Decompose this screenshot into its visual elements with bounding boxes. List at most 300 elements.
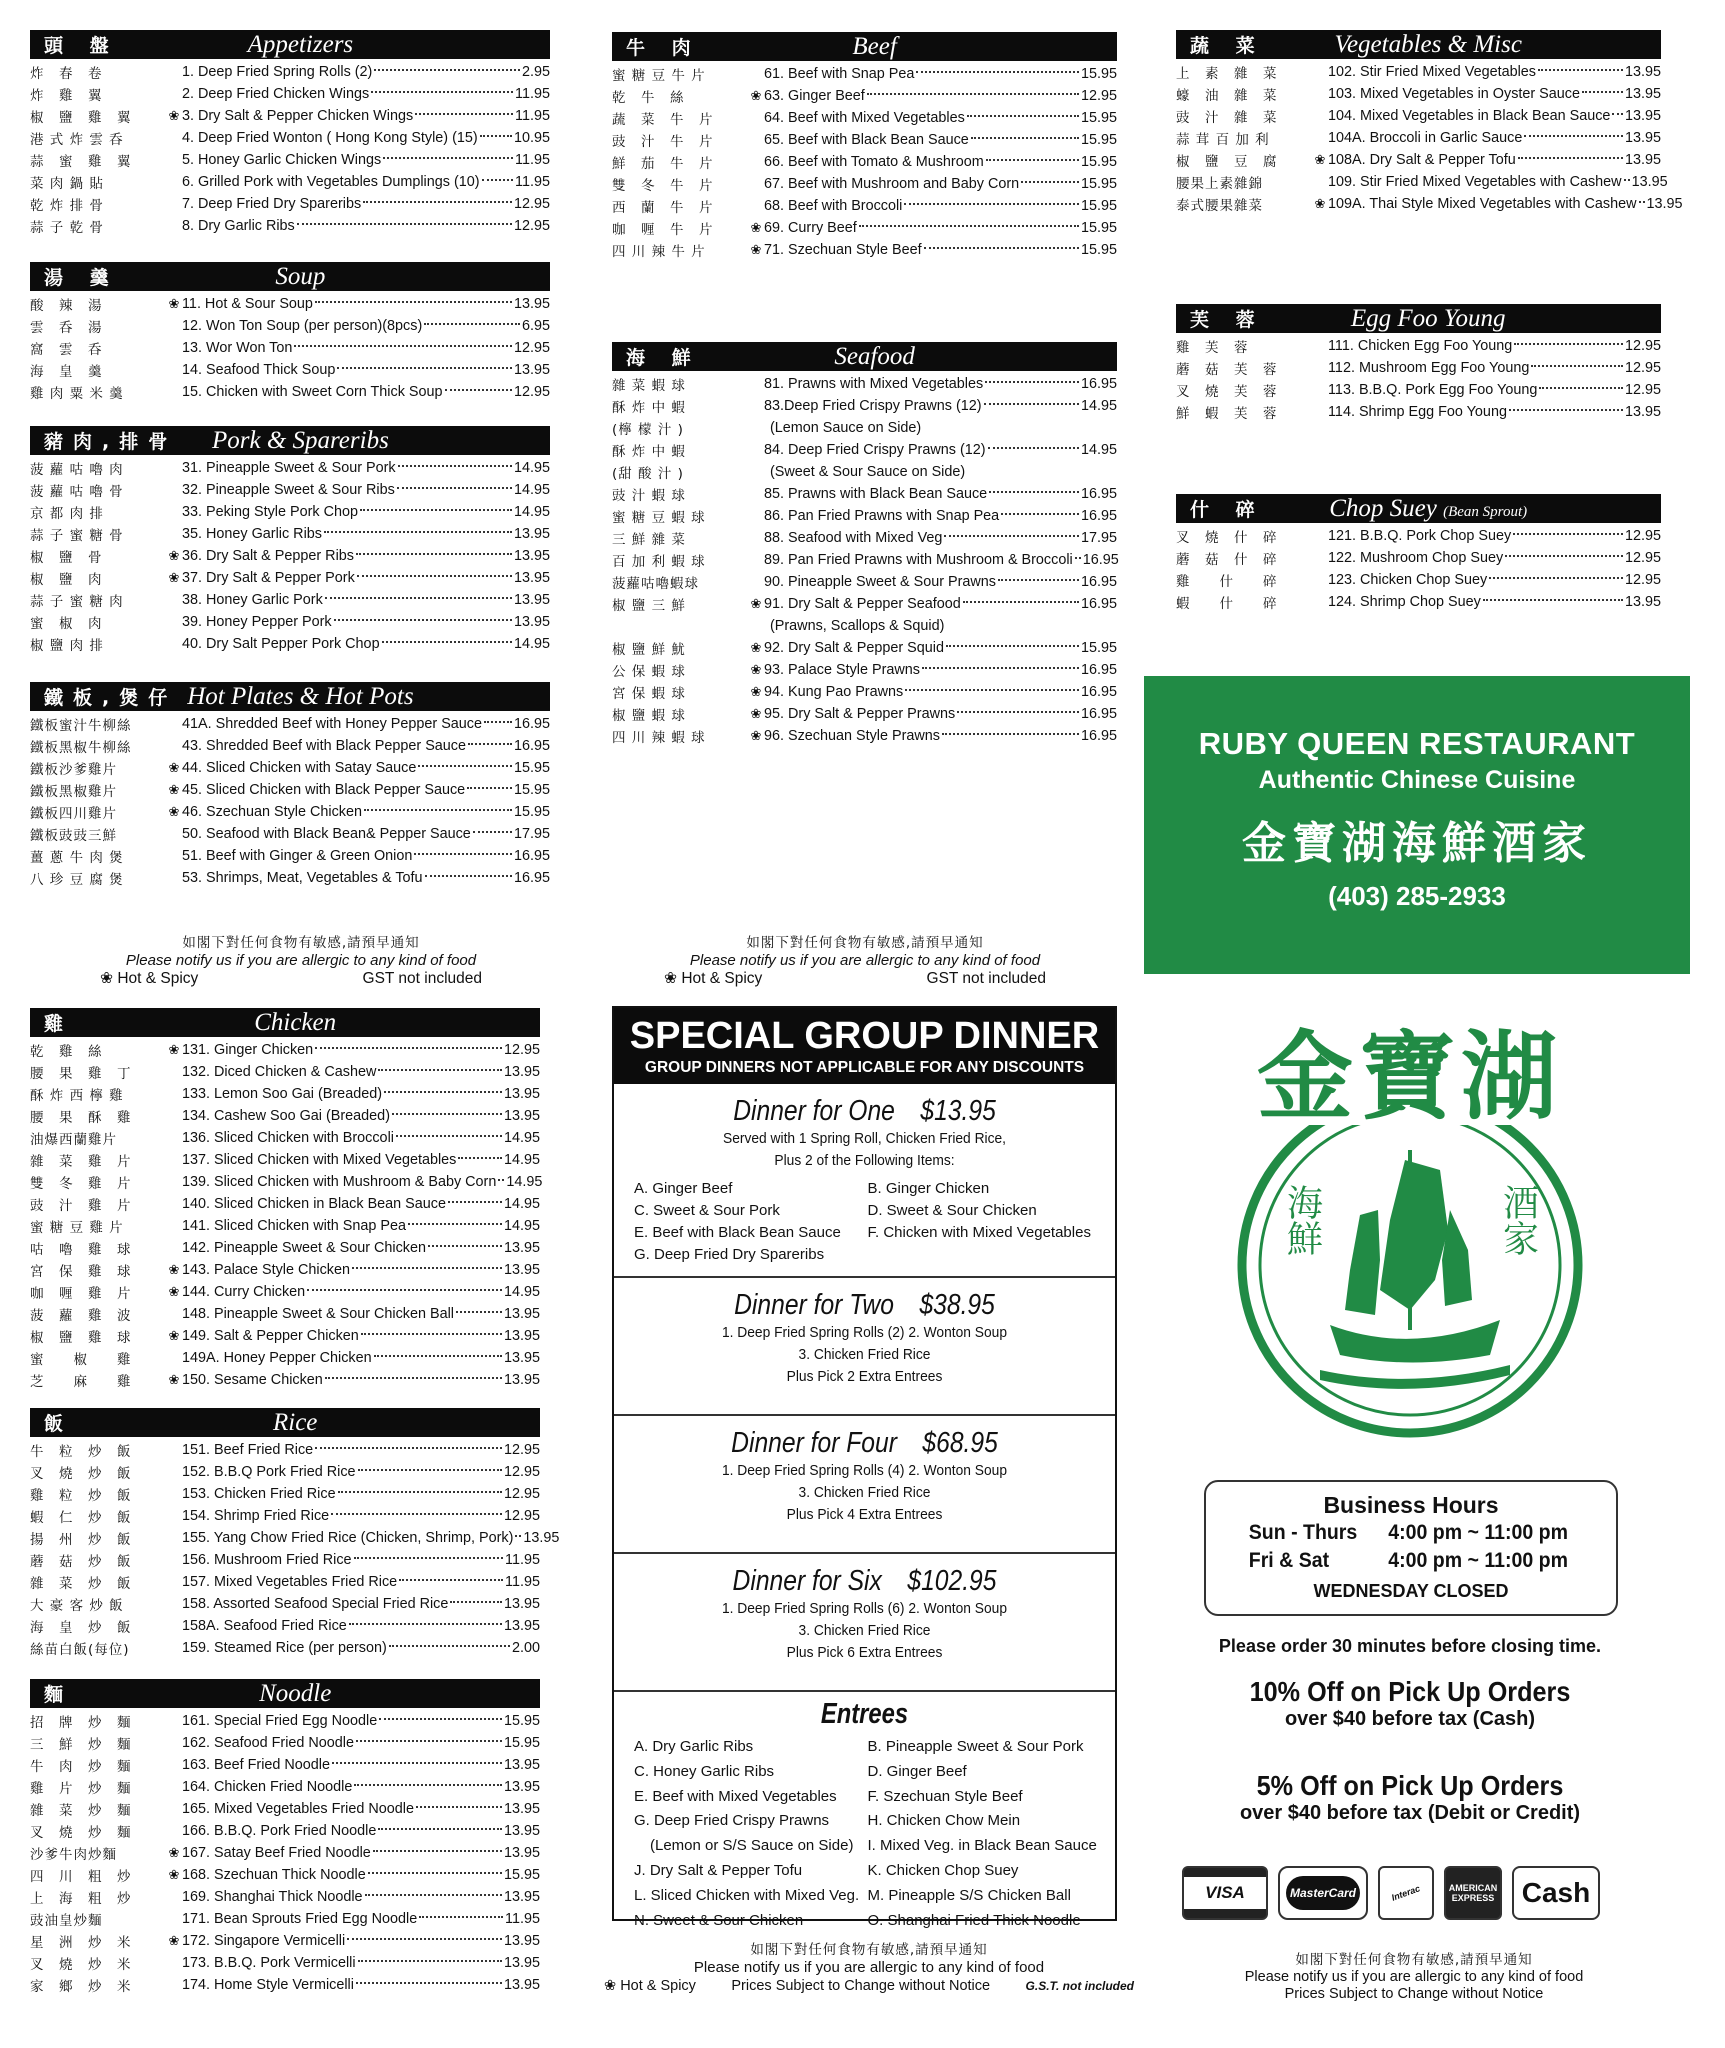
menu-item-price: 13.95 xyxy=(503,1757,540,1773)
menu-item-price: 16.95 xyxy=(513,716,550,732)
leader-dots xyxy=(924,247,1079,249)
spicy-icon: ❀ xyxy=(750,88,762,103)
leader-dots xyxy=(354,1557,503,1559)
menu-item-cn: 雞 粒 炒 飯 xyxy=(30,1488,132,1504)
leader-dots xyxy=(397,487,512,489)
menu-item xyxy=(612,659,1117,681)
leader-dots xyxy=(963,601,1079,603)
restaurant-tagline: Authentic Chinese Cuisine xyxy=(1258,766,1576,794)
menu-item xyxy=(30,589,550,611)
spicy-icon: ❀ xyxy=(168,108,180,123)
gst-note: GST not included xyxy=(926,970,1046,987)
menu-item-name: 154. Shrimp Fried Rice xyxy=(182,1508,330,1524)
menu-item-name: 40. Dry Salt Pepper Pork Chop xyxy=(182,636,380,652)
leader-dots xyxy=(971,137,1079,139)
spicy-icon: ❀ xyxy=(168,782,180,797)
menu-item xyxy=(30,359,550,381)
leader-dots xyxy=(946,645,1079,647)
menu-item-cn: 雞 片 炒 麵 xyxy=(30,1781,132,1797)
spicy-icon: ❀ xyxy=(168,1372,180,1387)
menu-item-name: 103. Mixed Vegetables in Oyster Sauce xyxy=(1328,86,1580,102)
menu-item-cn: 鐵板四川雞片 xyxy=(30,806,117,822)
menu-item xyxy=(30,149,550,171)
section-title-en xyxy=(273,1409,317,1437)
menu-item-name: 133. Lemon Soo Gai (Breaded) xyxy=(182,1086,382,1102)
menu-item-name: 84. Deep Fried Crispy Prawns (12) xyxy=(764,442,986,458)
dinner-title xyxy=(652,1554,1078,1598)
menu-item-name: 39. Honey Pepper Pork xyxy=(182,614,332,630)
menu-item-price: 16.95 xyxy=(1080,486,1117,502)
menu-item-name: 132. Diced Chicken & Cashew xyxy=(182,1064,377,1080)
menu-item xyxy=(612,703,1117,725)
spicy-icon: ❀ xyxy=(168,570,180,585)
menu-item-price: 13.95 xyxy=(503,1372,540,1388)
menu-item-name: 36. Dry Salt & Pepper Ribs xyxy=(182,548,354,564)
dinner-price: $68.95 xyxy=(922,1427,998,1459)
section-title-en-text: Rice xyxy=(272,1408,318,1436)
menu-item xyxy=(612,107,1117,129)
leader-dots xyxy=(1538,69,1623,71)
leader-dots xyxy=(988,447,1079,449)
leader-dots xyxy=(424,323,520,325)
leader-dots xyxy=(480,135,512,137)
menu-item xyxy=(1176,525,1661,547)
menu-item xyxy=(612,549,1117,571)
menu-item-cn: 蔬 菜 牛 片 xyxy=(612,112,714,128)
section-title-en xyxy=(212,427,389,455)
menu-item-cn: 牛 肉 炒 麵 xyxy=(30,1759,132,1775)
menu-item-cn: 蝦 仁 炒 飯 xyxy=(30,1510,132,1526)
menu-item-name: 142. Pineapple Sweet & Sour Chicken xyxy=(182,1240,426,1256)
menu-item xyxy=(30,337,550,359)
menu-item-cn: 四 川 辣 蝦 球 xyxy=(612,730,706,746)
menu-item xyxy=(30,215,550,237)
menu-item xyxy=(30,1886,540,1908)
spicy-icon: ❀ xyxy=(1314,196,1326,211)
menu-item xyxy=(30,1776,540,1798)
menu-item-name: 143. Palace Style Chicken xyxy=(182,1262,350,1278)
hot-spicy-legend xyxy=(604,1977,696,1995)
dinner-option: F. Chicken with Mixed Vegetables xyxy=(867,1224,1091,1241)
menu-item xyxy=(1176,127,1661,149)
leader-dots xyxy=(967,115,1079,117)
spicy-icon: ❀ xyxy=(750,640,762,655)
menu-item-cn: 鐵板黑椒雞片 xyxy=(30,784,117,800)
menu-item-cn: 咖 喱 雞 片 xyxy=(30,1286,132,1302)
menu-item xyxy=(30,779,550,801)
menu-item xyxy=(30,1930,540,1952)
menu-item-cn: 菠蘿咕嚕蝦球 xyxy=(612,576,699,592)
menu-item-price: 11.95 xyxy=(515,108,550,124)
menu-item-name: 50. Seafood with Black Bean& Pepper Sauce xyxy=(182,826,471,842)
leader-dots xyxy=(942,733,1079,735)
amex-label: AMERICAN EXPRESS xyxy=(1448,1883,1498,1903)
section-chopsuey xyxy=(1176,494,1661,613)
menu-item xyxy=(30,127,550,149)
menu-item-price: 13.95 xyxy=(513,362,550,378)
leader-dots xyxy=(1505,555,1623,557)
logo-text-left: 海鮮 xyxy=(1281,1184,1323,1256)
menu-item-name: 164. Chicken Fried Noodle xyxy=(182,1779,353,1795)
menu-item-price: 11.95 xyxy=(515,152,550,168)
menu-item-cn: 菜 肉 鍋 貼 xyxy=(30,176,104,192)
entree-option: C. Honey Garlic Ribs xyxy=(634,1762,775,1780)
menu-item-name: 95. Dry Salt & Pepper Prawns xyxy=(764,706,956,722)
menu-item-name: 102. Stir Fried Mixed Vegetables xyxy=(1328,64,1536,80)
menu-item-cn: 椒 鹽 肉 xyxy=(30,572,103,588)
spicy-icon: ❀ xyxy=(168,296,180,311)
leader-dots xyxy=(484,721,512,723)
menu-item-price: 11.95 xyxy=(515,86,550,102)
menu-item-name: 141. Sliced Chicken with Snap Pea xyxy=(182,1218,406,1234)
menu-item xyxy=(30,293,550,315)
section-title-en xyxy=(254,1009,336,1037)
business-hours xyxy=(1204,1480,1618,1616)
leader-dots xyxy=(1612,113,1623,115)
menu-item-cn: 菠 蘿 咕 嚕 骨 xyxy=(30,484,124,500)
menu-item-cn: 菠 蘿 雞 波 xyxy=(30,1308,132,1324)
entree-option: J. Dry Salt & Pepper Tofu xyxy=(634,1861,803,1879)
entree-option: O. Shanghai Fried Thick Noodle xyxy=(867,1911,1081,1929)
allergy-note-cn: 如閣下對任何食物有敏感,請預早通知 xyxy=(750,1942,988,1958)
menu-item-cn: 揚 州 炒 飯 xyxy=(30,1532,132,1548)
menu-item-price: 15.95 xyxy=(1080,198,1117,214)
hours-days: Sun - Thurs xyxy=(1248,1521,1358,1544)
dinner-option: E. Beef with Black Bean Sauce xyxy=(634,1224,841,1241)
menu-items xyxy=(30,1710,540,1996)
menu-item-name: 136. Sliced Chicken with Broccoli xyxy=(182,1130,394,1146)
menu-item xyxy=(30,1193,540,1215)
menu-item-price: 13.95 xyxy=(1646,196,1683,212)
menu-item-cn: 招 牌 炒 麵 xyxy=(30,1715,132,1731)
section-title-en-text: Egg Foo Young xyxy=(1350,304,1506,332)
mastercard-label: MasterCard xyxy=(1286,1876,1360,1910)
menu-item-price: 14.95 xyxy=(1080,398,1117,414)
menu-item-cn: 雜 菜 雞 片 xyxy=(30,1154,132,1170)
menu-item-price: 13.95 xyxy=(1624,404,1661,420)
entree-option: A. Dry Garlic Ribs xyxy=(634,1738,754,1755)
menu-item-cn: 蒜 子 蜜 糖 肉 xyxy=(30,594,124,610)
promo-cash-sub: over $40 before tax (Cash) xyxy=(1284,1708,1536,1730)
menu-item xyxy=(30,1820,540,1842)
menu-item xyxy=(30,1149,540,1171)
menu-item-name: 172. Singapore Vermicelli xyxy=(182,1933,346,1949)
menu-item xyxy=(30,545,550,567)
leader-dots xyxy=(905,689,1079,691)
spicy-icon: ❀ xyxy=(750,728,762,743)
menu-item-cn: 鐵板黑椒牛柳絲 xyxy=(30,740,132,756)
menu-item-cn: 菠 蘿 咕 嚕 肉 xyxy=(30,462,124,478)
menu-item-price: 14.95 xyxy=(513,504,550,520)
leader-dots xyxy=(389,1645,510,1647)
menu-item-cn: 酥 炸 中 蝦 xyxy=(612,444,686,460)
menu-item xyxy=(30,501,550,523)
menu-item-price: 12.95 xyxy=(1624,572,1661,588)
dinner-price: $38.95 xyxy=(919,1289,995,1321)
menu-item-price: 15.95 xyxy=(503,1713,540,1729)
section-vegetables xyxy=(1176,30,1683,215)
menu-item-price: 12.95 xyxy=(503,1508,540,1524)
menu-item-name: 93. Palace Style Prawns xyxy=(764,662,920,678)
section-title-en xyxy=(1351,305,1506,333)
menu-item-price: 13.95 xyxy=(503,1306,540,1322)
spicy-icon: ❀ xyxy=(168,1328,180,1343)
section-title-en-text: Chop Suey xyxy=(1329,494,1437,522)
entree-option: E. Beef with Mixed Vegetables xyxy=(634,1787,837,1805)
leader-dots xyxy=(859,225,1079,227)
leader-dots xyxy=(1539,387,1623,389)
menu-item-name: 158A. Seafood Fried Rice xyxy=(182,1618,347,1634)
menu-item xyxy=(30,1593,540,1615)
hot-spicy-legend xyxy=(664,970,762,988)
leader-dots xyxy=(445,389,512,391)
menu-item-cn: 椒 鹽 肉 排 xyxy=(30,638,104,654)
leader-dots xyxy=(468,743,512,745)
section-title-cn: 湯 羹 xyxy=(44,267,119,289)
menu-item-name: 51. Beef with Ginger & Green Onion xyxy=(182,848,413,864)
menu-item-price: 16.95 xyxy=(513,848,550,864)
menu-item-cn: 椒 鹽 鮮 魷 xyxy=(612,642,686,658)
spicy-icon: ❀ xyxy=(168,548,180,563)
menu-item-cn: 四 川 粗 炒 xyxy=(30,1869,132,1885)
gst-note-small: G.S.T. not included xyxy=(1025,1979,1134,1993)
leader-dots xyxy=(1489,577,1623,579)
section-title-cn: 蔬 菜 xyxy=(1190,35,1265,57)
section-rice xyxy=(30,1408,560,1659)
menu-item-cn: 蒜 茸 百 加 利 xyxy=(1176,132,1270,148)
menu-item xyxy=(30,1039,540,1061)
menu-item-cn: 腰 果 酥 雞 xyxy=(30,1110,132,1126)
leader-dots xyxy=(515,1535,521,1537)
menu-item-name: 167. Satay Beef Fried Noodle xyxy=(182,1845,371,1861)
menu-item xyxy=(30,1549,540,1571)
section-hotplates xyxy=(30,682,550,889)
menu-items xyxy=(612,373,1117,747)
menu-item-cn: 椒 鹽 豆 腐 xyxy=(1176,154,1278,170)
spicy-icon: ❀ xyxy=(100,970,113,987)
menu-item-name: 94. Kung Pao Prawns xyxy=(764,684,904,700)
menu-items xyxy=(30,1039,543,1391)
menu-items xyxy=(1176,61,1683,215)
menu-item-name: 68. Beef with Broccoli xyxy=(764,198,903,214)
menu-item-name: 4. Deep Fried Wonton ( Hong Kong Style) (15) xyxy=(182,130,478,146)
menu-item-cn: 蒜 子 乾 骨 xyxy=(30,220,104,236)
menu-item xyxy=(30,83,550,105)
menu-item-cn: 鐵板蜜汁牛柳絲 xyxy=(30,718,132,734)
menu-item-price: 13.95 xyxy=(503,1328,540,1344)
leader-dots xyxy=(957,711,1079,713)
order-note: Please order 30 minutes before closing time. xyxy=(1218,1636,1602,1656)
spicy-icon: ❀ xyxy=(750,242,762,257)
menu-item-price: 14.95 xyxy=(1080,442,1117,458)
promo-card-sub: over $40 before tax (Debit or Credit) xyxy=(1239,1802,1581,1824)
section-header xyxy=(1176,304,1661,333)
menu-item-name: (Sweet & Sour Sauce on Side) xyxy=(770,464,966,480)
menu-item xyxy=(612,373,1117,395)
menu-item-name: 131. Ginger Chicken xyxy=(182,1042,314,1058)
menu-item xyxy=(1176,401,1661,423)
section-title-en xyxy=(1334,31,1521,59)
menu-item xyxy=(612,505,1117,527)
menu-item xyxy=(612,417,1117,439)
leader-dots xyxy=(419,1916,503,1918)
leader-dots xyxy=(989,491,1079,493)
leader-dots xyxy=(338,1491,502,1493)
menu-item-name: 169. Shanghai Thick Noodle xyxy=(182,1889,363,1905)
menu-item xyxy=(1176,547,1661,569)
section-header xyxy=(30,262,550,291)
menu-item xyxy=(30,1952,540,1974)
menu-item-price: 13.95 xyxy=(1631,174,1668,190)
menu-item-name: 104. Mixed Vegetables in Black Bean Sauce xyxy=(1328,108,1611,124)
leader-dots xyxy=(361,1333,502,1335)
menu-item xyxy=(30,1461,540,1483)
allergy-note-cn: 如閣下對任何食物有敏感,請預早通知 xyxy=(182,935,420,951)
menu-item-cn: 酸 辣 湯 xyxy=(30,298,103,314)
menu-item xyxy=(30,1483,540,1505)
entree-option: M. Pineapple S/S Chicken Ball xyxy=(867,1886,1071,1904)
leader-dots xyxy=(1509,409,1623,411)
section-header xyxy=(612,342,1117,371)
menu-item xyxy=(30,823,550,845)
menu-item-cn: 上 素 雜 菜 xyxy=(1176,66,1278,82)
menu-item xyxy=(612,615,1117,637)
menu-item xyxy=(30,171,550,193)
menu-item xyxy=(30,1237,540,1259)
menu-item-name: 158. Assorted Seafood Special Fried Rice xyxy=(182,1596,449,1612)
section-eggfoo xyxy=(1176,304,1661,423)
group-dinner-header xyxy=(614,1008,1115,1084)
section-title-en xyxy=(259,1680,331,1708)
menu-item-cn: 雜 菜 蝦 球 xyxy=(612,378,686,394)
menu-item-price: 12.95 xyxy=(503,1486,540,1502)
dinner-package xyxy=(614,1554,1115,1692)
hot-spicy-label: Hot & Spicy xyxy=(117,970,199,987)
allergy-note-en: Please notify us if you are allergic to any kind of food xyxy=(689,952,1041,969)
section-title-en xyxy=(1329,495,1527,523)
section-header xyxy=(30,682,550,711)
menu-item-name: 149A. Honey Pepper Chicken xyxy=(182,1350,372,1366)
menu-item-cn: 雞 什 碎 xyxy=(1176,574,1278,590)
section-header xyxy=(30,426,550,455)
leader-dots xyxy=(356,1982,502,1984)
menu-item-price: 16.95 xyxy=(1080,662,1117,678)
menu-item xyxy=(612,593,1117,615)
entree-option: K. Chicken Chop Suey xyxy=(867,1861,1019,1879)
leader-dots xyxy=(1514,343,1623,345)
menu-item-name: 13. Wor Won Ton xyxy=(182,340,293,356)
leader-dots xyxy=(334,619,512,621)
menu-item xyxy=(30,1571,540,1593)
menu-item-name: 83.Deep Fried Crispy Prawns (12) xyxy=(764,398,982,414)
menu-item-name: 121. B.B.Q. Pork Chop Suey xyxy=(1328,528,1512,544)
special-group-dinner xyxy=(612,1006,1117,1929)
menu-item-price: 13.95 xyxy=(503,1240,540,1256)
menu-item-name: 122. Mushroom Chop Suey xyxy=(1328,550,1504,566)
menu-item-price: 12.95 xyxy=(503,1442,540,1458)
restaurant-logo xyxy=(1210,1010,1610,1440)
menu-item xyxy=(30,1710,540,1732)
menu-item xyxy=(30,479,550,501)
spicy-icon: ❀ xyxy=(168,1867,180,1882)
menu-item-price: 13.95 xyxy=(503,1064,540,1080)
leader-dots xyxy=(904,203,1079,205)
section-title-cn: 飯 xyxy=(44,1413,74,1435)
section-title-en-text: Appetizers xyxy=(247,30,354,58)
menu-item-cn: 炸 春 卷 xyxy=(30,66,103,82)
menu-item-cn: 椒 鹽 雞 翼 xyxy=(30,110,132,126)
menu-item xyxy=(612,239,1117,261)
menu-item-cn: 蜜 椒 雞 xyxy=(30,1352,132,1368)
entree-option: G. Deep Fried Crispy Prawns xyxy=(634,1812,830,1830)
menu-item xyxy=(30,567,550,589)
spicy-icon: ❀ xyxy=(1314,152,1326,167)
menu-item-price: 11.95 xyxy=(505,1911,540,1927)
menu-item-name: 108A. Dry Salt & Pepper Tofu xyxy=(1328,152,1516,168)
menu-item-price: 12.95 xyxy=(513,340,550,356)
menu-item-price: 13.95 xyxy=(513,548,550,564)
dinner-option: D. Sweet & Sour Chicken xyxy=(867,1202,1037,1219)
spicy-icon: ❀ xyxy=(750,684,762,699)
leader-dots xyxy=(450,1601,502,1603)
menu-item-cn: 家 鄉 炒 米 xyxy=(30,1979,132,1995)
section-title-cn: 芙 蓉 xyxy=(1190,309,1265,331)
menu-item-price: 13.95 xyxy=(513,526,550,542)
leader-dots xyxy=(374,1355,502,1357)
menu-item-name: 7. Deep Fried Dry Spareribs xyxy=(182,196,362,212)
spicy-icon: ❀ xyxy=(750,596,762,611)
menu-item xyxy=(612,571,1117,593)
spicy-icon: ❀ xyxy=(750,220,762,235)
menu-item-name: 66. Beef with Tomato & Mushroom xyxy=(764,154,984,170)
section-title-en-small: (Bean Sprout) xyxy=(1443,503,1528,520)
section-title-cn: 海 鮮 xyxy=(626,347,701,369)
dinner-line: Plus Pick 6 Extra Entrees xyxy=(786,1644,943,1661)
menu-item-name: 159. Steamed Rice (per person) xyxy=(182,1640,387,1656)
leader-dots xyxy=(379,1718,502,1720)
restaurant-cn-name: 金寶湖海鮮酒家 xyxy=(1242,818,1592,869)
menu-item xyxy=(30,1798,540,1820)
menu-item-name: 12. Won Ton Soup (per person)(8pcs) xyxy=(182,318,423,334)
menu-item-cn: 豉 汁 雞 片 xyxy=(30,1198,132,1214)
menu-item-name: 112. Mushroom Egg Foo Young xyxy=(1328,360,1530,376)
leader-dots xyxy=(1518,157,1623,159)
menu-item-name: 90. Pineapple Sweet & Sour Prawns xyxy=(764,574,996,590)
menu-item-cn: 椒 鹽 骨 xyxy=(30,550,103,566)
menu-item xyxy=(1176,569,1661,591)
section-title-en-text: Pork & Spareribs xyxy=(211,426,389,454)
section-header xyxy=(30,1408,540,1437)
leader-dots xyxy=(392,1113,502,1115)
menu-item-cn: 宮 保 蝦 球 xyxy=(612,686,686,702)
menu-item xyxy=(612,637,1117,659)
dinner-options xyxy=(614,1172,1115,1266)
leader-dots xyxy=(347,1938,502,1940)
menu-item-price: 13.95 xyxy=(503,1086,540,1102)
menu-item-price: 2.00 xyxy=(511,1640,540,1656)
menu-item-name: 11. Hot & Sour Soup xyxy=(182,296,313,312)
closed-day: WEDNESDAY CLOSED xyxy=(1313,1581,1509,1601)
allergy-note-1 xyxy=(100,934,502,988)
spicy-icon: ❀ xyxy=(168,804,180,819)
menu-item-price: 17.95 xyxy=(1080,530,1117,546)
section-title-cn: 什 碎 xyxy=(1190,499,1265,521)
menu-item xyxy=(30,1439,540,1461)
menu-item-cn: 叉 燒 芙 蓉 xyxy=(1176,384,1278,400)
section-title-en-text: Seafood xyxy=(834,342,915,370)
leader-dots xyxy=(398,465,512,467)
menu-item-price: 16.95 xyxy=(513,870,550,886)
